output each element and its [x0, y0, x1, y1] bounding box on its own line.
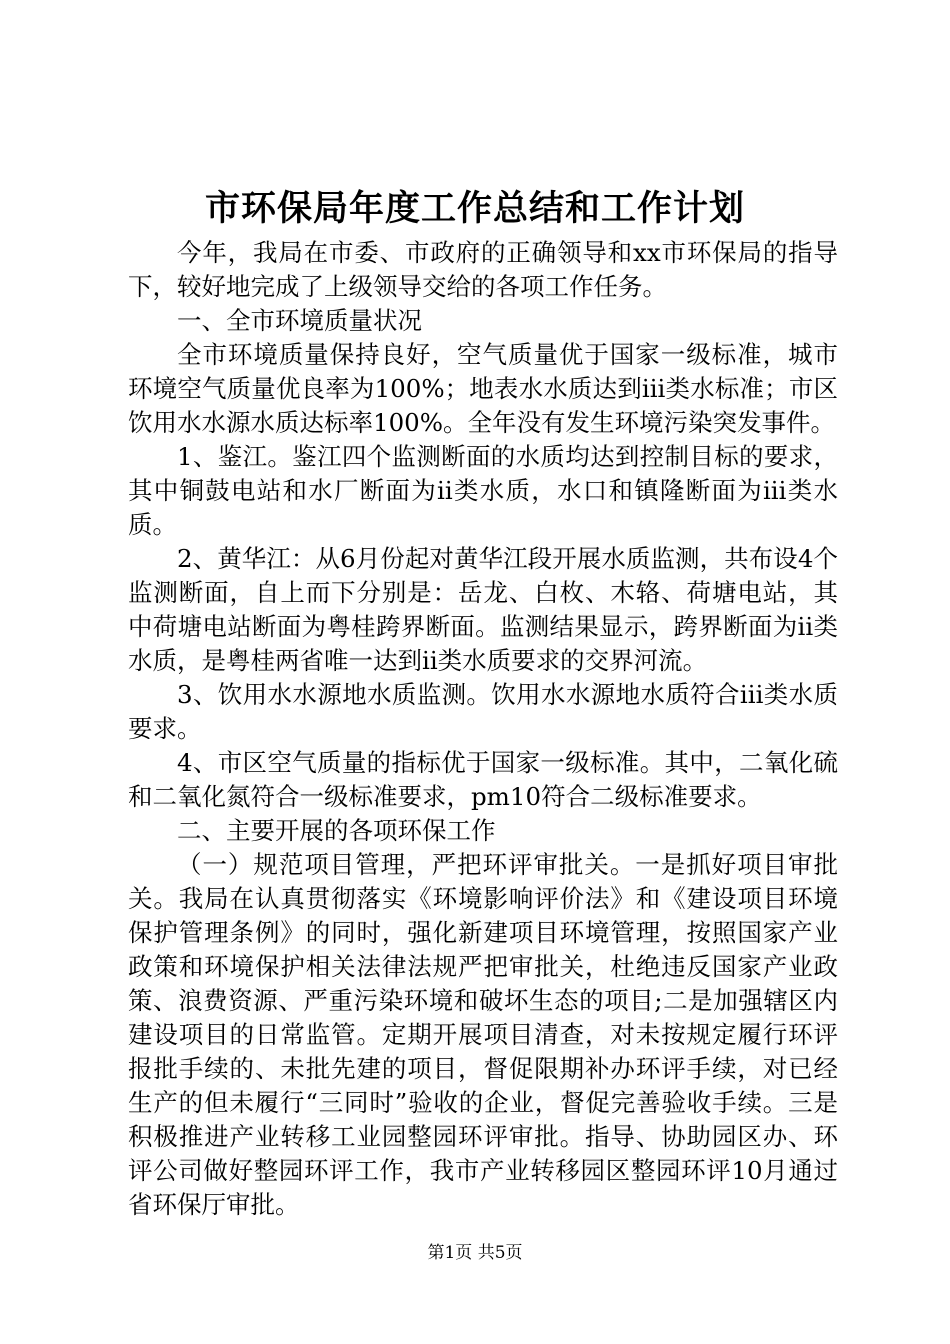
paragraph-intro: 今年，我局在市委、市政府的正确领导和xx市环保局的指导下，较好地完成了上级领导交给的各项工作任务。 [128, 238, 838, 301]
paragraph-jianjiang: 1、鉴江。鉴江四个监测断面的水质均达到控制目标的要求，其中铜鼓电站和水厂断面为ii类水质，水口和镇隆断面为iii类水质。 [128, 442, 838, 539]
page-number-footer: 第1页 共5页 [427, 1243, 523, 1263]
document-title: 市环保局年度工作总结和工作计划 [204, 188, 745, 229]
paragraph-project-management: （一）规范项目管理，严把环评审批关。一是抓好项目审批关。我局在认真贯彻落实《环境影响评价法》和《建设项目环境保护管理条例》的同时，强化新建项目环境管理，按照国家产业政策和环境保护相关法律法规严把审批关，杜绝违反国家产业政策、浪费资源、严重污染环境和破坏生态的项目;二是加强辖区内建设项目的日常监管。定期开展项目清查，对未按规定履行环评报批手续的、未批先建的项目，督促限期补办环评手续，对已经生产的但未履行“三同时”验收的企业，督促完善验收手续。三是积极推进产业转移工业园整园环评审批。指导、协助园区办、环评公司做好整园环评工作，我市产业转移园区整园环评10月通过省环保厅审批。 [128, 850, 838, 1219]
heading-environment-quality: 一、全市环境质量状况 [177, 306, 422, 335]
heading-main-work: 二、主要开展的各项环保工作 [177, 816, 496, 845]
paragraph-environment-quality: 全市环境质量保持良好，空气质量优于国家一级标准，城市环境空气质量优良率为100%；地表水水质达到iii类水标准；市区饮用水水源水质达标率100%。全年没有发生环境污染突发事件。 [128, 340, 838, 437]
paragraph-huanghuajiang: 2、黄华江：从6月份起对黄华江段开展水质监测，共布设4个监测断面，自上而下分别是：岳龙、白枚、木辂、荷塘电站，其中荷塘电站断面为粤桂跨界断面。监测结果显示，跨界断面为ii类水质，是粤桂两省唯一达到ii类水质要求的交界河流。 [128, 544, 838, 675]
document-body [128, 236, 838, 1222]
paragraph-air-quality: 4、市区空气质量的指标优于国家一级标准。其中，二氧化硫和二氧化氮符合一级标准要求，pm10符合二级标准要求。 [128, 748, 838, 811]
paragraph-drinking-water: 3、饮用水水源地水质监测。饮用水水源地水质符合iii类水质要求。 [128, 680, 838, 743]
